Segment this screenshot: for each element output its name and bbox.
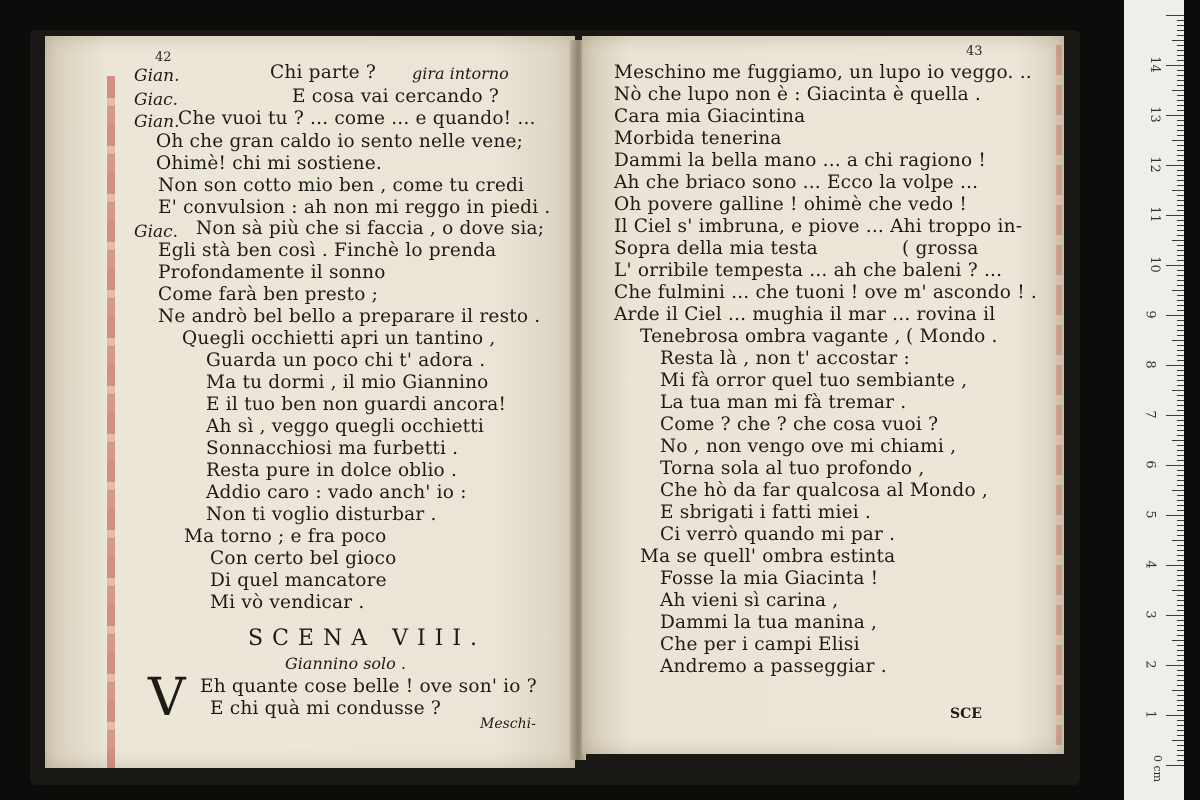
ruler-tick [1177,275,1184,276]
verse-line: E chi quà mi condusse ? [210,698,441,719]
verse-line: Ci verrò quando mi par . [660,524,896,545]
ruler-tick [1172,290,1184,291]
verse-line: Ohimè! chi mi sostiene. [156,153,382,174]
verse-line: E il tuo ben non guardi ancora! [206,394,507,415]
verse-line: Oh che gran caldo io sento nelle vene; [156,131,524,152]
verse-line: Mi fà orror quel tuo sembiante , [660,370,968,391]
ruler-tick [1177,170,1184,171]
ruler-tick [1166,565,1184,566]
ruler-tick [1177,180,1184,181]
ruler-tick [1177,160,1184,161]
ruler-tick [1177,195,1184,196]
ruler-tick [1166,415,1184,416]
ruler-tick [1177,105,1184,106]
ruler-tick [1177,460,1184,461]
ruler-tick [1177,670,1184,671]
verse-line: E' convulsion : ah non mi reggo in piedi . [158,197,551,218]
verse-line: Ma se quell' ombra estinta [640,546,896,567]
verse-line: Dammi la bella mano ... a chi ragiono ! [614,150,987,171]
ruler-tick [1177,205,1184,206]
verse-line: Cara mia Giacintina [614,106,806,127]
verse-line: Ne andrò bel bello a preparare il resto . [158,306,541,327]
right-red-edge [1056,45,1062,745]
ruler-tick [1177,70,1184,71]
ruler-tick [1172,390,1184,391]
ruler-tick [1172,440,1184,441]
ruler-tick [1177,475,1184,476]
ruler-tick [1177,630,1184,631]
ruler-tick [1166,515,1184,516]
ruler-tick [1177,525,1184,526]
ruler-tick [1177,620,1184,621]
ruler-tick [1177,750,1184,751]
ruler-tick [1177,650,1184,651]
verse-line: Egli stà ben così . Finchè lo prenda [158,240,497,261]
ruler-tick [1177,610,1184,611]
scene-subtitle: Giannino solo . [285,654,406,673]
drop-cap: V [148,668,186,728]
ruler-tick [1177,635,1184,636]
ruler-tick [1177,425,1184,426]
verse-line: Ah sì , veggo quegli occhietti [206,416,484,437]
ruler-tick [1177,470,1184,471]
ruler-tick [1177,130,1184,131]
ruler-unit-label: 0 cm [1151,754,1165,783]
right-page-number: 43 [966,44,983,59]
verse-line: L' orribile tempesta ... ah che baleni ? ... [614,260,1003,281]
ruler-tick [1177,435,1184,436]
verse-line: No , non vengo ove mi chiami , [660,436,957,457]
ruler-tick [1177,545,1184,546]
ruler-number: 9 [1142,310,1158,319]
ruler-tick [1177,60,1184,61]
ruler-tick [1177,270,1184,271]
ruler-number: 10 [1146,256,1162,273]
ruler-tick [1177,700,1184,701]
ruler-tick [1166,765,1184,766]
ruler-tick [1177,570,1184,571]
verse-line: Chi parte ? [270,62,376,83]
overflow-word: ( grossa [902,238,979,259]
ruler-tick [1166,715,1184,716]
ruler-tick [1177,695,1184,696]
ruler-tick [1177,450,1184,451]
ruler-tick [1177,185,1184,186]
ruler-tick [1177,505,1184,506]
ruler-number: 2 [1142,660,1158,669]
ruler-tick [1177,510,1184,511]
ruler-tick [1172,540,1184,541]
ruler-tick [1177,255,1184,256]
red-page-edges [107,76,115,768]
ruler-tick [1177,495,1184,496]
ruler-tick [1177,150,1184,151]
verse-line: Andremo a passeggiar . [660,656,887,677]
left-page-number: 42 [155,50,172,65]
ruler-tick [1172,490,1184,491]
ruler-tick [1177,250,1184,251]
verse-line: Non ti voglio disturbar . [206,504,437,525]
ruler-number: 6 [1142,460,1158,469]
verse-line: Resta là , non t' accostar : [660,348,910,369]
ruler-tick [1177,420,1184,421]
verse-line: Dammi la tua manina , [660,612,878,633]
stage-direction: gira intorno [412,64,509,83]
ruler-tick [1177,385,1184,386]
verse-line: Che hò da far qualcosa al Mondo , [660,480,988,501]
ruler-tick [1177,320,1184,321]
ruler-tick [1177,680,1184,681]
verse-line: Meschino me fuggiamo, un lupo io veggo. .. [614,62,1032,83]
verse-line: Resta pure in dolce oblio . [206,460,458,481]
ruler-tick [1177,100,1184,101]
ruler-tick [1177,445,1184,446]
ruler-tick [1177,125,1184,126]
ruler-tick [1177,575,1184,576]
ruler-tick [1172,590,1184,591]
ruler-tick [1166,115,1184,116]
ruler-tick [1177,655,1184,656]
verse-line: Profondamente il sonno [158,262,386,283]
ruler-tick [1177,555,1184,556]
ruler-tick [1177,260,1184,261]
ruler-tick [1177,645,1184,646]
ruler-tick [1177,45,1184,46]
ruler-tick [1177,245,1184,246]
verse-line: Che per i campi Elisi [660,634,860,655]
ruler-tick [1177,485,1184,486]
ruler-tick [1166,315,1184,316]
verse-line: Che vuoi tu ? ... come ... e quando! ... [178,108,536,129]
ruler-tick [1177,710,1184,711]
verse-line: Di quel mancatore [210,570,387,591]
verse-line: Mi vò vendicar . [210,592,365,613]
verse-line: Il Ciel s' imbruna, e piove ... Ahi troppo in- [614,216,1023,237]
ruler-tick [1166,365,1184,366]
verse-line: Guarda un poco chi t' adora . [206,350,486,371]
ruler-tick [1177,350,1184,351]
ruler-tick [1172,340,1184,341]
ruler-tick [1177,455,1184,456]
verse-line: Sopra della mia testa [614,238,818,259]
verse-line: Arde il Ciel ... mughia il mar ... rovina il [614,304,996,325]
verse-line: Ma torno ; e fra poco [184,526,387,547]
ruler-number: 8 [1142,360,1158,369]
ruler-tick [1177,595,1184,596]
ruler-tick [1177,85,1184,86]
ruler-tick [1177,605,1184,606]
catchword: SCE [950,706,982,722]
ruler-tick [1166,165,1184,166]
verse-line: Torna sola al tuo profondo , [660,458,925,479]
ruler-tick [1177,500,1184,501]
ruler-tick [1177,755,1184,756]
ruler-tick [1177,625,1184,626]
ruler-number: 13 [1146,106,1162,123]
ruler-tick [1177,705,1184,706]
ruler-tick [1177,95,1184,96]
ruler-tick [1172,740,1184,741]
speaker-label: Giac. [134,90,179,110]
ruler-tick [1177,310,1184,311]
ruler-tick [1177,720,1184,721]
verse-line: Tenebrosa ombra vagante , [640,326,901,347]
ruler-tick [1177,355,1184,356]
ruler-tick [1177,400,1184,401]
ruler-tick [1166,15,1184,16]
ruler-tick [1177,200,1184,201]
scene-title: SCENA VIII. [248,626,487,651]
ruler-tick [1177,285,1184,286]
verse-line: Addio caro : vado anch' io : [206,482,467,503]
speaker-label: Gian. [134,66,180,86]
ruler-tick [1166,665,1184,666]
ruler-tick [1177,520,1184,521]
ruler-tick [1177,535,1184,536]
ruler-tick [1172,90,1184,91]
ruler-tick [1177,360,1184,361]
ruler-tick [1166,215,1184,216]
ruler-tick [1166,265,1184,266]
ruler-tick [1177,405,1184,406]
ruler-tick [1177,330,1184,331]
ruler-tick [1177,685,1184,686]
ruler-tick [1177,380,1184,381]
ruler-tick [1177,760,1184,761]
overflow-word: ( Mondo . [906,326,998,347]
ruler-tick [1177,230,1184,231]
catchword: Meschi- [480,716,536,732]
ruler-tick [1177,80,1184,81]
ruler-tick [1177,730,1184,731]
ruler-tick [1172,40,1184,41]
ruler-tick [1177,585,1184,586]
ruler-tick [1166,465,1184,466]
ruler-tick [1177,325,1184,326]
ruler-tick [1177,50,1184,51]
ruler-tick [1177,480,1184,481]
verse-line: Fosse la mia Giacinta ! [660,568,879,589]
ruler-tick [1177,220,1184,221]
ruler-tick [1172,240,1184,241]
verse-line: E sbrigati i fatti miei . [660,502,872,523]
verse-line: Come ? che ? che cosa vuoi ? [660,414,939,435]
ruler-tick [1177,55,1184,56]
ruler-number: 4 [1142,560,1158,569]
ruler-tick [1177,30,1184,31]
ruler-tick [1177,430,1184,431]
ruler-number: 12 [1146,156,1162,173]
ruler-tick [1177,675,1184,676]
verse-line: Con certo bel gioco [210,548,397,569]
ruler-tick [1177,530,1184,531]
verse-line: Non son cotto mio ben , come tu credi [158,175,525,196]
ruler-tick [1177,145,1184,146]
ruler-tick [1177,155,1184,156]
ruler-tick [1177,175,1184,176]
ruler-tick [1177,225,1184,226]
speaker-label: Giac. [134,222,179,242]
ruler-tick [1177,375,1184,376]
ruler-tick [1177,335,1184,336]
ruler-tick [1177,395,1184,396]
ruler-number: 7 [1142,410,1158,419]
ruler-tick [1177,735,1184,736]
ruler-tick [1177,235,1184,236]
ruler-tick [1177,110,1184,111]
ruler-tick [1177,410,1184,411]
verse-line: La tua man mi fà tremar . [660,392,907,413]
ruler-tick [1177,35,1184,36]
verse-line: E cosa vai cercando ? [292,86,500,107]
ruler-tick [1177,725,1184,726]
ruler-number: 5 [1142,510,1158,519]
ruler-tick [1172,640,1184,641]
verse-line: Ma tu dormi , il mio Giannino [206,372,489,393]
verse-line: Oh povere galline ! ohimè che vedo ! [614,194,968,215]
ruler-tick [1177,25,1184,26]
verse-line: Nò che lupo non è : Giacinta è quella . [614,84,982,105]
verse-line: Ah che briaco sono ... Ecco la volpe ... [614,172,979,193]
ruler-tick [1177,135,1184,136]
ruler-tick [1166,65,1184,66]
verse-line: Come farà ben presto ; [158,284,379,305]
ruler-tick [1177,120,1184,121]
ruler-number: 3 [1142,610,1158,619]
ruler-tick [1177,600,1184,601]
speaker-label: Gian. [134,112,180,132]
ruler-tick [1177,550,1184,551]
ruler-number: 1 [1142,710,1158,719]
verse-line: Sonnacchiosi ma furbetti . [206,438,459,459]
ruler-tick [1177,745,1184,746]
ruler-tick [1172,690,1184,691]
ruler-tick [1172,190,1184,191]
ruler-tick [1177,660,1184,661]
ruler-tick [1166,615,1184,616]
ruler-tick [1177,210,1184,211]
ruler-tick [1177,370,1184,371]
ruler-number: 11 [1146,206,1162,223]
ruler-number: 14 [1146,56,1162,73]
measuring-ruler [1124,0,1184,800]
ruler-tick [1177,345,1184,346]
ruler-tick [1177,75,1184,76]
ruler-tick [1177,295,1184,296]
verse-line: Eh quante cose belle ! ove son' io ? [200,676,537,697]
ruler-tick [1177,280,1184,281]
ruler-tick [1177,560,1184,561]
ruler-tick [1177,580,1184,581]
verse-line: Morbida tenerina [614,128,782,149]
verse-line: Quegli occhietti apri un tantino , [182,328,496,349]
ruler-tick [1177,305,1184,306]
ruler-tick [1172,140,1184,141]
ruler-tick [1177,20,1184,21]
verse-line: Ah vieni sì carina , [660,590,839,611]
verse-line: Non sà più che si faccia , o dove sia; [196,218,545,239]
verse-line: Che fulmini ... che tuoni ! ove m' ascondo ! . [614,282,1038,303]
ruler-tick [1177,300,1184,301]
